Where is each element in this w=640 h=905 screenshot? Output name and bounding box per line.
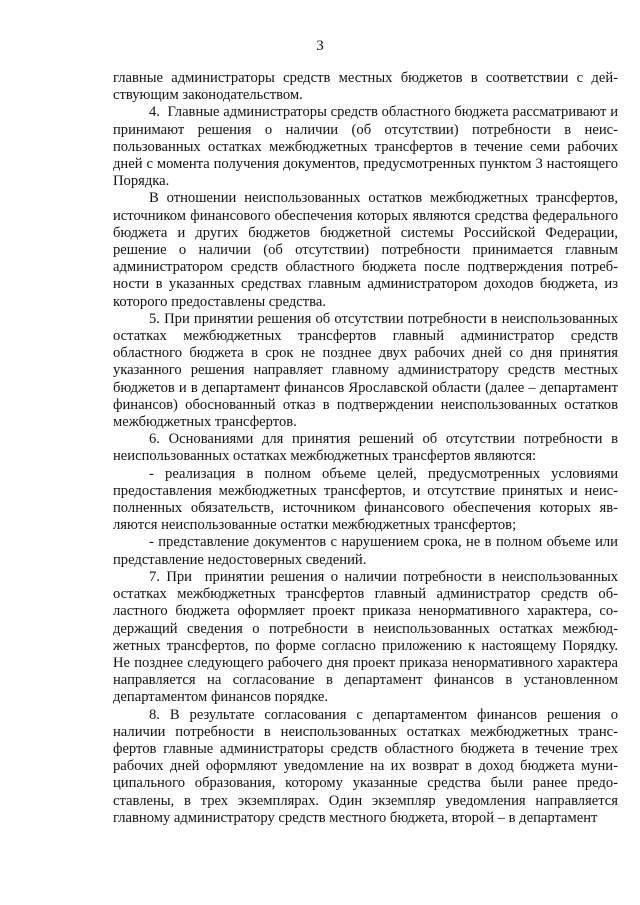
paragraph-item-6-reason-1: - реализация в полном объеме целей, предусмотренных условиями предоставления межбюджетных трансфертов, и отсутствие принятых и неисполненных обязательств, источником финансового обеспечения которых являются неиспользованные остатки межбюджетных трансфертов; xyxy=(113,465,618,534)
paragraph-item-5: 5. При принятии решения об отсутствии потребности в неиспользованных остатках межбюджетных трансфертов главный администратор средств областного бюджета в срок не позднее двух рабочих дней со дня принятия указанного решения направляет главному администратору средств местных бюджетов и в департамент финансов Ярославской области (далее – департамент финансов) обоснованный отказ в подтверждении неиспользованных остатков межбюджетных трансфертов. xyxy=(113,310,618,431)
paragraph-item-8: 8. В результате согласования с департаментом финансов решения о наличии потребности в неиспользованных остатках межбюджетных трансфертов главные администраторы средств областного бюджета в течение трех рабочих дней оформляют уведомление на их возврат в доход бюджета муниципального образования, которому указанные средства были ранее предоставлены, в трех экземплярах. Один экземпляр уведомления направляется главному администратору средств местного бюджета, второй – в департамент xyxy=(113,706,618,826)
paragraph-item-6-reason-2: - представление документов с нарушением срока, не в полном объеме или представление недостоверных сведений. xyxy=(113,534,618,568)
paragraph-continuation: главные администраторы средств местных бюджетов в соответствии с действующим законодательством. xyxy=(113,70,618,104)
page-number: 3 xyxy=(316,38,324,54)
paragraph-item-7: 7. При принятии решения о наличии потребности в неиспользованных остатках межбюджетных трансфертов главный администратор средств областного бюджета оформляет проект приказа ненормативного характера, содержащий сведения о потребности в неиспользованных остатках межбюджетных трансфертов, по форме согласно приложению к настоящему Порядку. Не позднее следующего рабочего дня проект приказа ненормативного характера направляется на согласование в департамент финансов в установленном департаментом финансов порядке. xyxy=(113,568,618,706)
paragraph-item-6: 6. Основаниями для принятия решений об отсутствии потребности в неиспользованных остатках межбюджетных трансфертов являются: xyxy=(113,431,618,465)
paragraph-item-4-federal: В отношении неиспользованных остатков межбюджетных трансфертов, источником финансового обеспечения которых являются средства федерального бюджета и других бюджетов бюджетной системы Российской Федерации, решение о наличии (об отсутствии) потребности принимается главным администратором средств областного бюджета после подтверждения потребности в указанных средствах главным администратором доходов бюджета, из которого предоставлены средства. xyxy=(113,190,618,310)
document-body xyxy=(113,70,618,827)
paragraph-item-4: 4. Главные администраторы средств областного бюджета рассматривают и принимают решения о наличии (об отсутствии) потребности в неиспользованных остатках межбюджетных трансфертов в течение семи рабочих дней с момента получения документов, предусмотренных пунктом 3 настоящего Порядка. xyxy=(113,104,618,190)
